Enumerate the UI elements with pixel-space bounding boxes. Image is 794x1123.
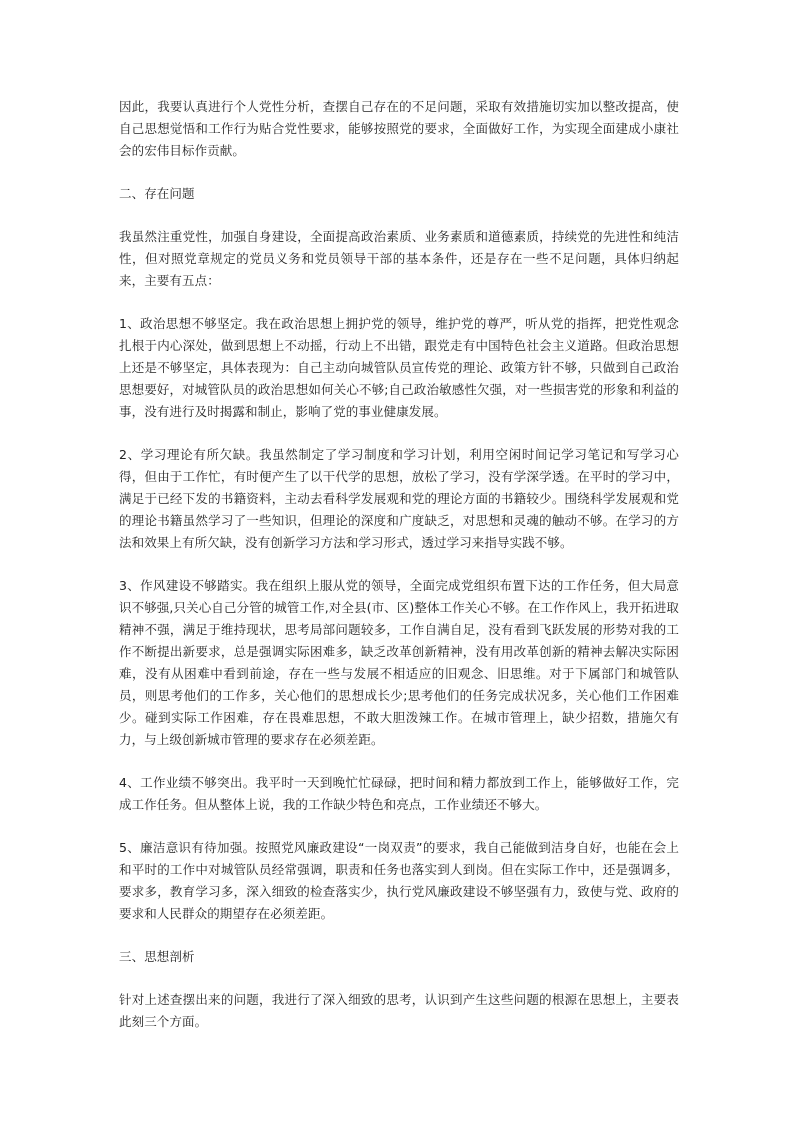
problem-5-paragraph: 5、廉洁意识有待加强。按照党风廉政建设“一岗双责”的要求，我自己能做到洁身自好，也能在会上和平时的工作中对城管队员经常强调，职责和任务也落实到人到岗。但在实际工作中，还是强调多，要求多，教育学习多，深入细致的检查落实少，执行党风廉政建设不够坚强有力，致使与党、政府的要求和人民群众的期望存在必须差距。: [119, 840, 679, 921]
intro-paragraph: 因此，我要认真进行个人党性分析，查摆自己存在的不足问题，采取有效措施切实加以整改提高，使自己思想觉悟和工作行为贴合党性要求，能够按照党的要求，全面做好工作，为实现全面建成小康社会的宏伟目标作贡献。: [119, 99, 679, 158]
analysis-intro-paragraph: 针对上述查摆出来的问题，我进行了深入细致的思考，认识到产生这些问题的根源在思想上，主要表此刻三个方面。: [119, 992, 679, 1029]
problem-2-paragraph: 2、学习理论有所欠缺。我虽然制定了学习制度和学习计划，利用空闲时间记学习笔记和写学习心得，但由于工作忙，有时便产生了以干代学的思想，放松了学习，没有学深学透。在平时的学习中，满足于已经下发的书籍资料，主动去看科学发展观和党的理论方面的书籍较少。围绕科学发展观和党的理论书籍虽然学习了一些知识，但理论的深度和广度缺乏，对思想和灵魂的触动不够。在学习的方法和效果上有所欠缺，没有创新学习方法和学习形式，透过学习来指导实践不够。: [119, 447, 679, 550]
section-heading-problems: 二、存在问题: [119, 186, 195, 201]
section-heading-analysis: 三、思想剖析: [119, 949, 195, 964]
problem-1-paragraph: 1、政治思想不够坚定。我在政治思想上拥护党的领导，维护党的尊严，听从党的指挥，把党性观念扎根于内心深处，做到思想上不动摇，行动上不出错，跟党走有中国特色社会主义道路。但政治思想上还是不够坚定，具体表现为：自己主动向城管队员宣传党的理论、政策方针不够，只做到自己政治思想要好，对城管队员的政治思想如何关心不够;自己政治敏感性欠强，对一些损害党的形象和利益的事，没有进行及时揭露和制止，影响了党的事业健康发展。: [119, 316, 679, 419]
document-body: [119, 96, 679, 1054]
problems-overview-paragraph: 我虽然注重党性，加强自身建设，全面提高政治素质、业务素质和道德素质，持续党的先进性和纯洁性，但对照党章规定的党员义务和党员领导干部的基本条件，还是存在一些不足问题，具体归纳起来，主要有五点：: [119, 229, 679, 288]
problem-3-paragraph: 3、作风建设不够踏实。我在组织上服从党的领导，全面完成党组织布置下达的工作任务，但大局意识不够强,只关心自己分管的城管工作,对全县(市、区)整体工作关心不够。在工作作风上，我开拓进取精神不强，满足于维持现状，思考局部问题较多，工作自满自足，没有看到飞跃发展的形势对我的工作不断提出新要求，总是强调实际困难多，缺乏改革创新精神，没有用改革创新的精神去解决实际困难，没有从困难中看到前途，存在一些与发展不相适应的旧观念、旧思维。对于下属部门和城管队员，则思考他们的工作多，关心他们的思想成长少;思考他们的任务完成状况多，关心他们工作困难少。碰到实际工作困难，存在畏难思想，不敢大胆泼辣工作。在城市管理上，缺少招数，措施欠有力，与上级创新城市管理的要求存在必须差距。: [119, 578, 679, 747]
problem-4-paragraph: 4、工作业绩不够突出。我平时一天到晚忙忙碌碌，把时间和精力都放到工作上，能够做好工作，完成工作任务。但从整体上说，我的工作缺少特色和亮点，工作业绩还不够大。: [119, 775, 679, 812]
